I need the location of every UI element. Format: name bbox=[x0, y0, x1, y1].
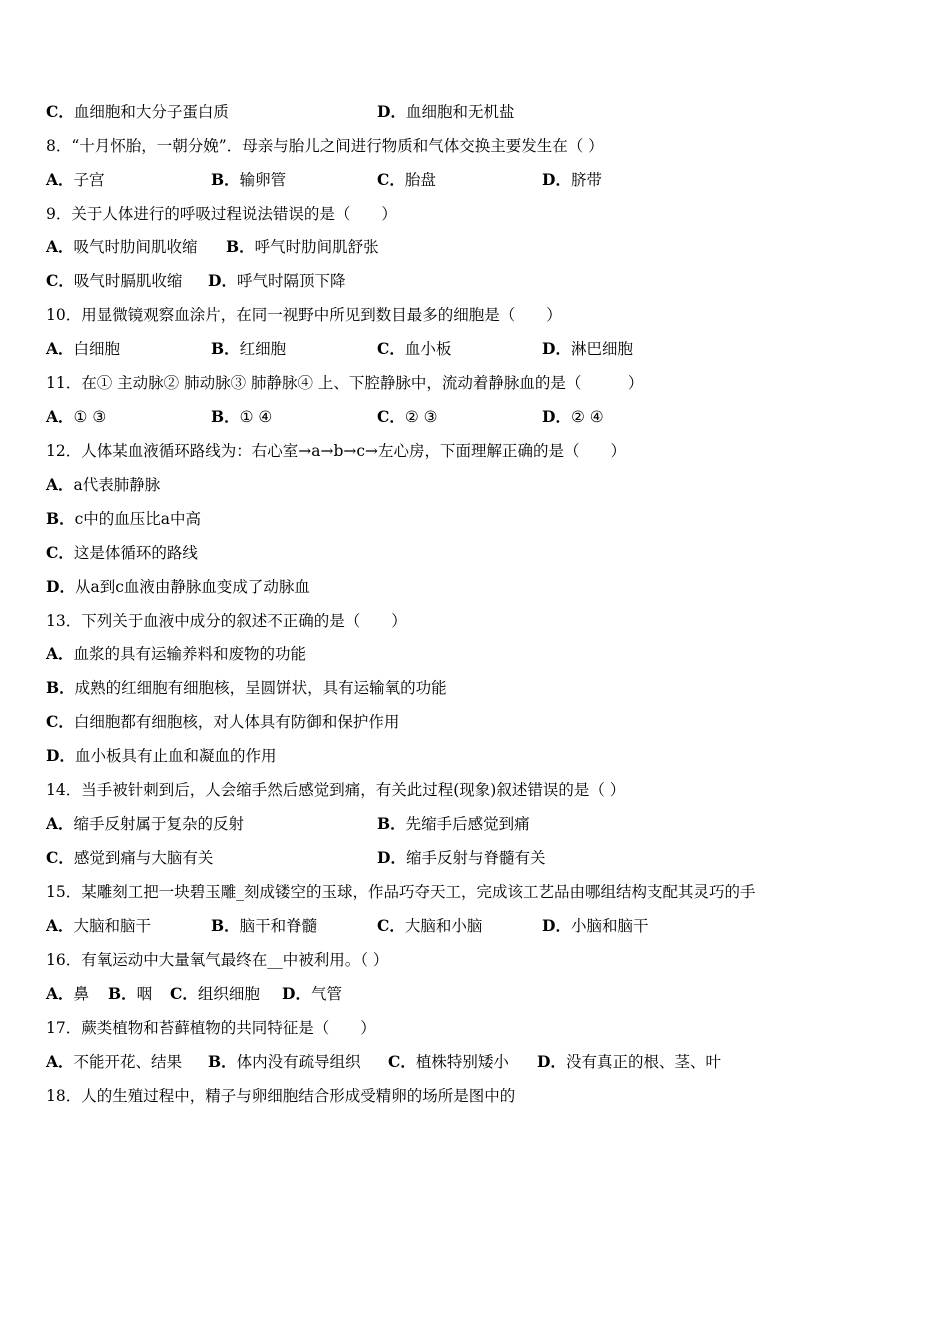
option bbox=[211, 338, 377, 360]
option-label: C． bbox=[377, 170, 405, 189]
option-text: ② ③ bbox=[404, 408, 438, 426]
option-text: 吸气时肋间肌收缩 bbox=[73, 238, 198, 256]
option-text: 成熟的红细胞有细胞核，呈圆饼状，具有运输氧的功能 bbox=[74, 679, 447, 697]
option-row bbox=[46, 677, 447, 699]
option bbox=[226, 236, 379, 258]
option bbox=[46, 1051, 208, 1073]
option-label: B． bbox=[211, 339, 240, 358]
option bbox=[377, 847, 545, 869]
option bbox=[46, 508, 201, 530]
option-row bbox=[46, 643, 306, 665]
option-row bbox=[46, 508, 201, 530]
option-label: B． bbox=[377, 814, 406, 833]
option bbox=[377, 101, 514, 123]
option-label: D． bbox=[377, 102, 406, 121]
option-label: D． bbox=[542, 407, 571, 426]
option-text: 体内没有疏导组织 bbox=[236, 1053, 361, 1071]
option-text: 这是体循环的路线 bbox=[73, 544, 198, 562]
question-stem: 13．下列关于血液中成分的叙述不正确的是（ ） bbox=[46, 612, 407, 630]
option-label: D． bbox=[46, 577, 75, 596]
option bbox=[46, 338, 211, 360]
option-text: 呼气时隔顶下降 bbox=[236, 272, 346, 290]
option bbox=[46, 813, 377, 835]
option-text: a代表肺静脉 bbox=[73, 476, 161, 494]
option-text: 脑干和脊髓 bbox=[239, 917, 318, 935]
option-text: 血细胞和无机盐 bbox=[405, 103, 515, 121]
option-text: 白细胞都有细胞核，对人体具有防御和保护作用 bbox=[73, 713, 400, 731]
option-text: 大脑和小脑 bbox=[404, 917, 483, 935]
option-row bbox=[46, 813, 530, 835]
option-label: B． bbox=[211, 170, 240, 189]
option bbox=[46, 643, 306, 665]
option-label: C． bbox=[377, 339, 405, 358]
option-row bbox=[46, 542, 198, 564]
option bbox=[208, 1051, 388, 1073]
option-row bbox=[46, 745, 276, 767]
option-label: D． bbox=[208, 271, 237, 290]
option-text: 缩手反射属于复杂的反射 bbox=[73, 815, 245, 833]
option-label: B． bbox=[211, 916, 240, 935]
option-text: 血细胞和大分子蛋白质 bbox=[73, 103, 229, 121]
option bbox=[211, 169, 377, 191]
option bbox=[108, 983, 170, 1005]
option-label: C． bbox=[46, 848, 74, 867]
option-row bbox=[46, 169, 602, 191]
option bbox=[542, 338, 633, 360]
option bbox=[46, 983, 108, 1005]
option-text: 不能开花、结果 bbox=[73, 1053, 183, 1071]
option bbox=[46, 406, 211, 428]
option-row bbox=[46, 711, 399, 733]
option-text: 大脑和脑干 bbox=[73, 917, 152, 935]
option-label: C． bbox=[388, 1052, 416, 1071]
option bbox=[46, 847, 377, 869]
option bbox=[211, 915, 377, 937]
option-label: B． bbox=[211, 407, 240, 426]
option bbox=[46, 542, 198, 564]
option-text: 先缩手后感觉到痛 bbox=[405, 815, 530, 833]
question-stem: 10．用显微镜观察血涂片，在同一视野中所见到数目最多的细胞是（ ） bbox=[46, 306, 562, 324]
option-text: 从a到c血液由静脉血变成了动脉血 bbox=[74, 578, 310, 596]
option bbox=[46, 236, 226, 258]
option-row bbox=[46, 1051, 721, 1073]
option-row bbox=[46, 236, 379, 258]
option-row bbox=[46, 101, 514, 123]
option-label: A． bbox=[46, 916, 74, 935]
option-text: 气管 bbox=[310, 985, 342, 1003]
option-label: C． bbox=[377, 916, 405, 935]
option-text: 胎盘 bbox=[404, 171, 436, 189]
option-label: A． bbox=[46, 407, 74, 426]
option-row bbox=[46, 983, 342, 1005]
option bbox=[377, 406, 542, 428]
question-stem: 8．“十月怀胎，一朝分娩”．母亲与胎儿之间进行物质和气体交换主要发生在（ ） bbox=[46, 137, 604, 155]
option-text: ① ③ bbox=[73, 408, 107, 426]
option-label: C． bbox=[46, 543, 74, 562]
question-stem: 12．人体某血液循环路线为：右心室→a→b→c→左心房，下面理解正确的是（ ） bbox=[46, 442, 627, 460]
option-text: c中的血压比a中高 bbox=[74, 510, 202, 528]
option bbox=[46, 270, 208, 292]
option-label: A． bbox=[46, 170, 74, 189]
option bbox=[208, 270, 345, 292]
option bbox=[377, 169, 542, 191]
option bbox=[377, 915, 542, 937]
option bbox=[542, 169, 602, 191]
question-stem: 11．在① 主动脉② 肺动脉③ 肺静脉④ 上、下腔静脉中，流动着静脉血的是（ ） bbox=[46, 374, 644, 392]
option-text: ② ④ bbox=[570, 408, 604, 426]
option-label: A． bbox=[46, 237, 74, 256]
option-text: 脐带 bbox=[570, 171, 602, 189]
option-row bbox=[46, 576, 310, 598]
option-label: D． bbox=[542, 916, 571, 935]
option-label: A． bbox=[46, 644, 74, 663]
option bbox=[46, 169, 211, 191]
option-label: A． bbox=[46, 984, 74, 1003]
option bbox=[388, 1051, 537, 1073]
option-text: 吸气时膈肌收缩 bbox=[73, 272, 183, 290]
option bbox=[377, 338, 542, 360]
option-text: 组织细胞 bbox=[197, 985, 260, 1003]
option-text: 咽 bbox=[136, 985, 153, 1003]
question-stem: 16．有氧运动中大量氧气最终在__中被利用。（ ） bbox=[46, 951, 389, 969]
option-label: B． bbox=[208, 1052, 237, 1071]
option-row bbox=[46, 406, 604, 428]
option bbox=[542, 406, 604, 428]
option-label: D． bbox=[542, 339, 571, 358]
option-label: D． bbox=[46, 746, 75, 765]
option bbox=[46, 101, 377, 123]
option-text: 缩手反射与脊髓有关 bbox=[405, 849, 546, 867]
option-label: C． bbox=[377, 407, 405, 426]
option bbox=[46, 474, 160, 496]
option-text: 鼻 bbox=[73, 985, 90, 1003]
option-label: B． bbox=[108, 984, 137, 1003]
option bbox=[377, 813, 530, 835]
option-row bbox=[46, 915, 648, 937]
option-row bbox=[46, 847, 545, 869]
option-label: D． bbox=[282, 984, 311, 1003]
option-text: 白细胞 bbox=[73, 340, 121, 358]
question-stem: 14．当手被针刺到后，人会缩手然后感觉到痛，有关此过程(现象)叙述错误的是（ ） bbox=[46, 781, 626, 799]
option-text: 输卵管 bbox=[239, 171, 287, 189]
option-label: A． bbox=[46, 339, 74, 358]
option-text: 植株特别矮小 bbox=[415, 1053, 509, 1071]
option-label: B． bbox=[226, 237, 255, 256]
option bbox=[46, 677, 447, 699]
option-label: B． bbox=[46, 678, 75, 697]
option-label: D． bbox=[377, 848, 406, 867]
option-row bbox=[46, 338, 633, 360]
question-stem: 9．关于人体进行的呼吸过程说法错误的是（ ） bbox=[46, 205, 397, 223]
option-label: C． bbox=[46, 712, 74, 731]
option-label: A． bbox=[46, 475, 74, 494]
option-text: 淋巴细胞 bbox=[570, 340, 633, 358]
option-text: 小脑和脑干 bbox=[570, 917, 649, 935]
option-text: 没有真正的根、茎、叶 bbox=[565, 1053, 721, 1071]
question-stem: 15．某雕刻工把一块碧玉雕_刻成镂空的玉球，作品巧夺天工，完成该工艺品由哪组结构支配其灵巧的手 bbox=[46, 883, 756, 901]
option bbox=[282, 983, 342, 1005]
option-text: 红细胞 bbox=[239, 340, 287, 358]
option-text: 呼气时肋间肌舒张 bbox=[254, 238, 379, 256]
option-text: 血小板具有止血和凝血的作用 bbox=[74, 747, 277, 765]
option-label: D． bbox=[542, 170, 571, 189]
option-row bbox=[46, 474, 160, 496]
option-label: C． bbox=[46, 271, 74, 290]
option bbox=[46, 915, 211, 937]
question-stem: 17．蕨类植物和苔藓植物的共同特征是（ ） bbox=[46, 1019, 376, 1037]
option bbox=[46, 576, 310, 598]
option bbox=[46, 745, 276, 767]
question-stem: 18．人的生殖过程中，精子与卵细胞结合形成受精卵的场所是图中的 bbox=[46, 1087, 516, 1105]
option-text: 感觉到痛与大脑有关 bbox=[73, 849, 214, 867]
option-label: A． bbox=[46, 1052, 74, 1071]
option-text: 子宫 bbox=[73, 171, 105, 189]
option bbox=[542, 915, 648, 937]
option-text: 血小板 bbox=[404, 340, 452, 358]
option-label: D． bbox=[537, 1052, 566, 1071]
option-label: C． bbox=[170, 984, 198, 1003]
option bbox=[46, 711, 399, 733]
option-text: ① ④ bbox=[239, 408, 273, 426]
option-label: C． bbox=[46, 102, 74, 121]
option-label: A． bbox=[46, 814, 74, 833]
option-label: B． bbox=[46, 509, 75, 528]
option-text: 血浆的具有运输养料和废物的功能 bbox=[73, 645, 307, 663]
option-row bbox=[46, 270, 345, 292]
option bbox=[211, 406, 377, 428]
option bbox=[170, 983, 282, 1005]
option bbox=[537, 1051, 721, 1073]
